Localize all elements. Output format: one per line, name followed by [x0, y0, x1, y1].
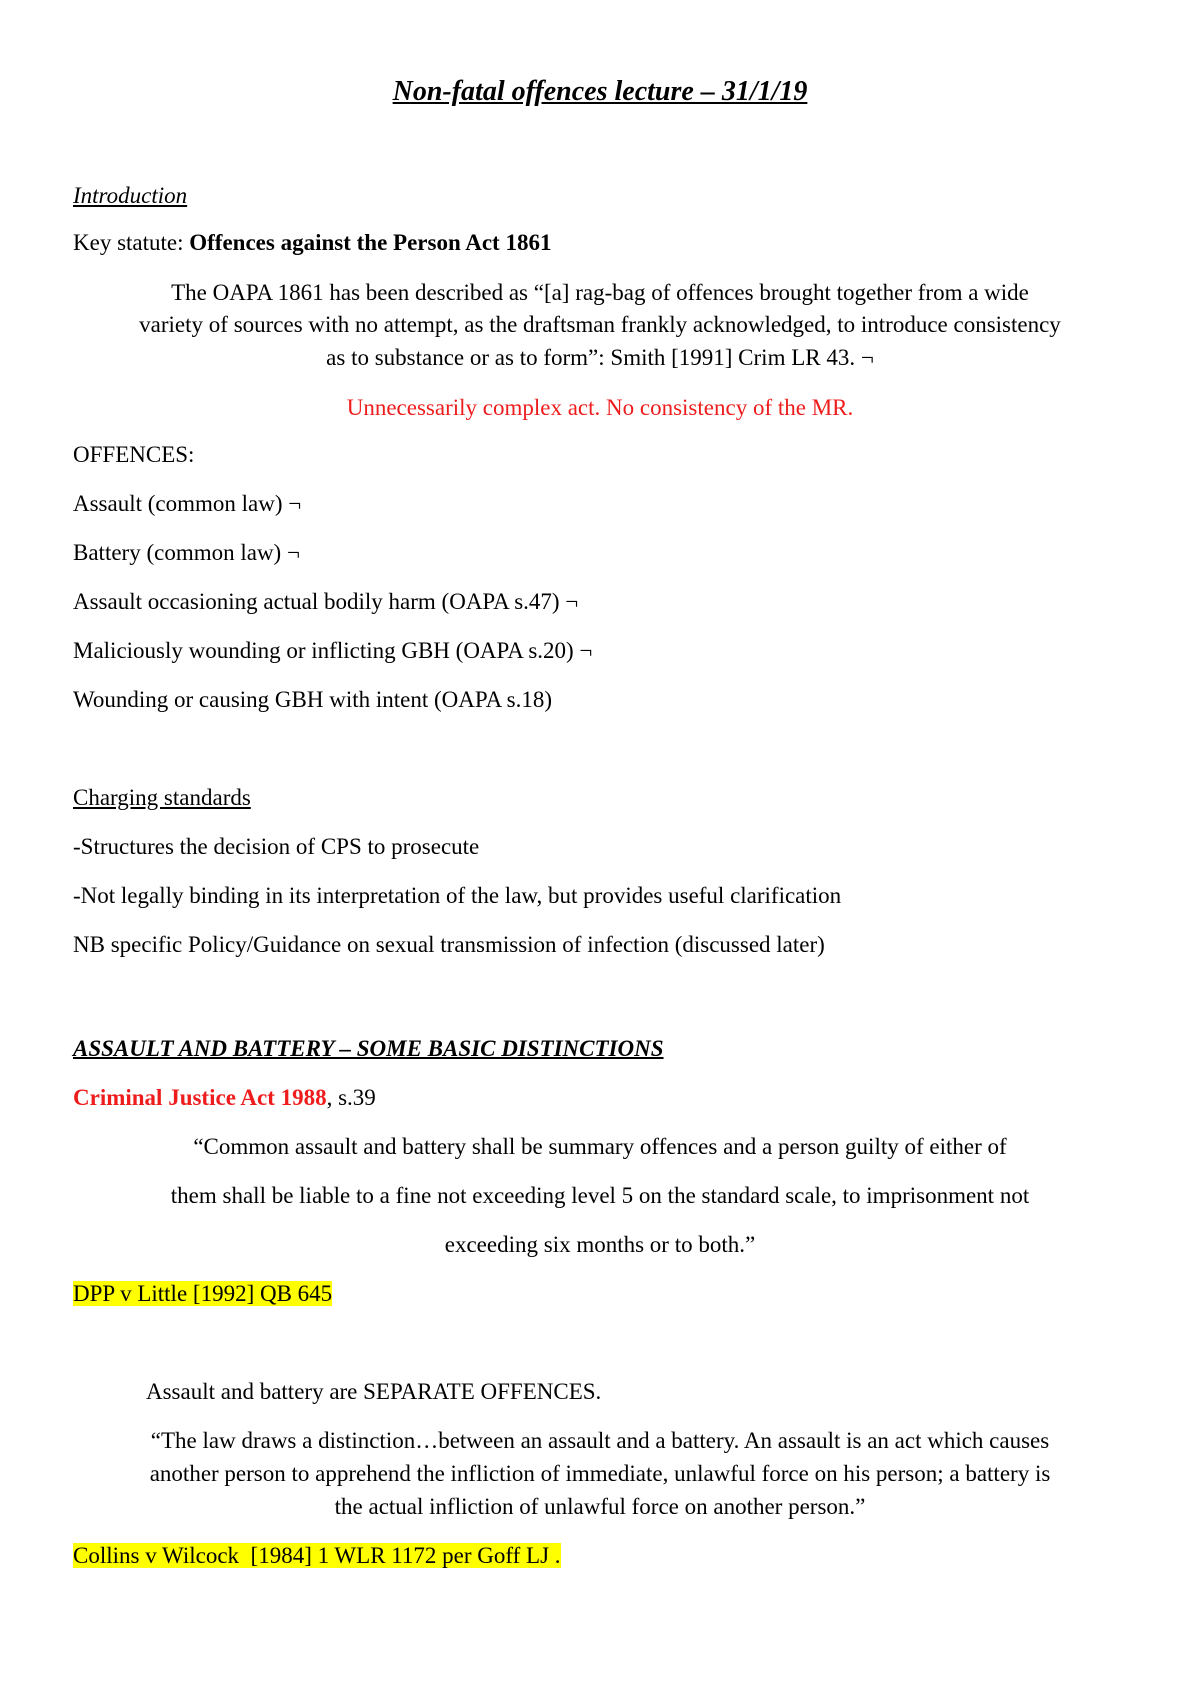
offence-item: Assault (common law) ¬ [73, 491, 302, 516]
assault-battery-heading: ASSAULT AND BATTERY – SOME BASIC DISTINCTIONS [73, 1036, 664, 1061]
key-statute-prefix: Key statute: [73, 230, 190, 255]
key-statute-line [73, 231, 551, 254]
quote1-line1: The OAPA 1861 has been described as “[a] rag-bag of offences brought together from a wide [171, 280, 1029, 305]
introduction-heading: Introduction [73, 183, 188, 208]
quote2-line3: the actual infliction of unlawful force on another person.” [334, 1494, 866, 1519]
separate-offences-line: Assault and battery are SEPARATE OFFENCES. [146, 1379, 602, 1404]
case-dpp-v-little: DPP v Little [1992] QB 645 [73, 1281, 333, 1306]
cja-quote-line2: them shall be liable to a fine not exceeding level 5 on the standard scale, to imprisonment not [170, 1183, 1030, 1208]
cja-line [73, 1086, 376, 1109]
cja-section: , s.39 [326, 1085, 376, 1110]
charging-item: NB specific Policy/Guidance on sexual transmission of infection (discussed later) [73, 932, 825, 957]
offence-item: Wounding or causing GBH with intent (OAPA s.18) [73, 687, 553, 712]
cja-quote-line3: exceeding six months or to both.” [444, 1232, 756, 1257]
case-collins-v-wilcock: Collins v Wilcock [1984] 1 WLR 1172 per Goff LJ . [73, 1543, 561, 1568]
key-statute-name: Offences against the Person Act 1861 [189, 230, 552, 255]
cja-name: Criminal Justice Act 1988 [73, 1085, 327, 1110]
case-collins-v-wilcock-line [73, 1544, 561, 1567]
offence-item: Battery (common law) ¬ [73, 540, 300, 565]
offences-heading: OFFENCES: [73, 442, 195, 467]
charging-item: -Not legally binding in its interpretation of the law, but provides useful clarification [73, 883, 842, 908]
quote2-line2: another person to apprehend the infliction of immediate, unlawful force on his person; a battery is [149, 1461, 1051, 1486]
case-dpp-v-little-line [73, 1282, 332, 1305]
charging-standards-heading: Charging standards [73, 785, 251, 810]
red-note: Unnecessarily complex act. No consistency of the MR. [346, 395, 854, 420]
quote1-line2: variety of sources with no attempt, as the draftsman frankly acknowledged, to introduce consistency [139, 312, 1061, 337]
offence-item: Maliciously wounding or inflicting GBH (OAPA s.20) ¬ [73, 638, 593, 663]
offence-item: Assault occasioning actual bodily harm (OAPA s.47) ¬ [73, 589, 579, 614]
quote1-line3: as to substance or as to form”: Smith [1991] Crim LR 43. ¬ [326, 345, 874, 370]
page-title: Non-fatal offences lecture – 31/1/19 [392, 76, 808, 107]
charging-item: -Structures the decision of CPS to prosecute [73, 834, 480, 859]
cja-quote-line1: “Common assault and battery shall be summary offences and a person guilty of either of [193, 1134, 1007, 1159]
quote2-line1: “The law draws a distinction…between an assault and a battery. An assault is an act which causes [150, 1428, 1050, 1453]
